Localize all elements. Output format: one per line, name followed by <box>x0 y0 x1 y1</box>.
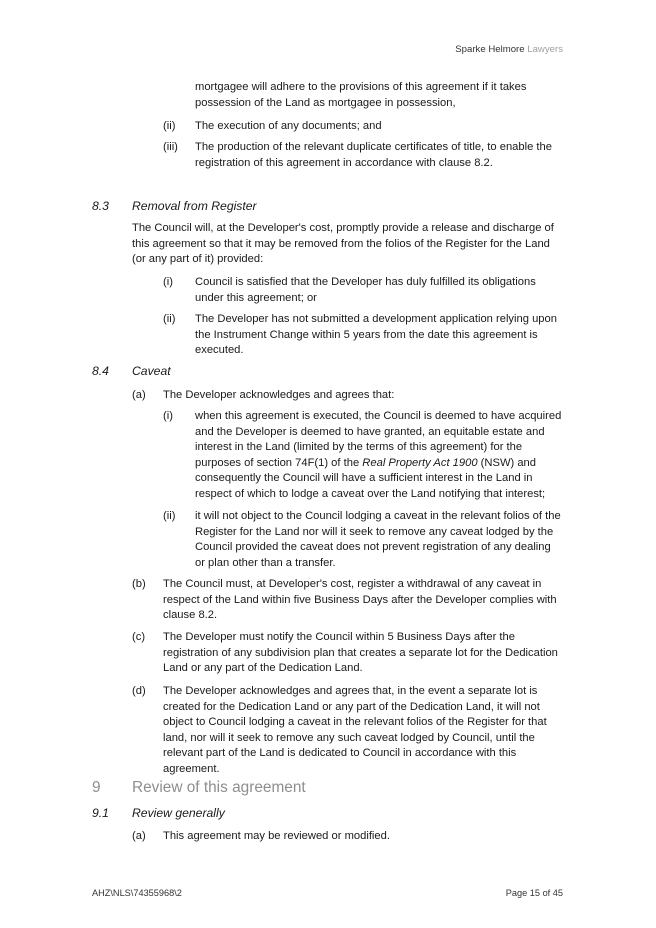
continued-paragraph: mortgagee will adhere to the provisions of this agreement if it takes possession of the Land as mortgagee in possession, <box>195 81 527 109</box>
chapter-heading: Review of this agreement <box>132 779 306 796</box>
item-number: (c) <box>132 631 146 643</box>
list-item-text: Council is satisfied that the Developer has duly fulfilled its obligations under this agreement; or <box>195 276 536 304</box>
section-heading: Review generally <box>132 806 225 820</box>
document-reference: AHZ\NLS\74355968\2 <box>92 888 182 898</box>
list-item-text: The Council must, at Developer's cost, register a withdrawal of any caveat in respect of the Land within five Business Days after the Developer complies with clause 8.2. <box>163 578 557 622</box>
item-number: (ii) <box>163 510 176 522</box>
act-name: Real Property Act 1900 <box>362 456 478 469</box>
section-heading: Removal from Register <box>132 199 257 213</box>
list-item-text: it will not object to the Council lodging a caveat in the relevant folios of the Register for the Land nor will it seek to remove any caveat lodged by the Council provided the caveat does not prevent registration of any dealing or plan other than a transfer. <box>195 510 561 569</box>
page-number: Page 15 of 45 <box>505 888 563 898</box>
item-number: (b) <box>132 578 146 590</box>
list-item-text: The execution of any documents; and <box>195 120 382 132</box>
list-item-text: This agreement may be reviewed or modified. <box>163 830 390 842</box>
list-item-text: The production of the relevant duplicate certificates of title, to enable the registration of this agreement in accordance with clause 8.2. <box>195 141 552 169</box>
section-paragraph: The Council will, at the Developer's cost, promptly provide a release and discharge of this agreement so that it may be removed from the folios of the Register for the Land (or any part of it) provided: <box>132 222 554 266</box>
item-number: (i) <box>163 410 173 422</box>
item-number: (ii) <box>163 120 176 132</box>
item-number: (i) <box>163 276 173 288</box>
firm-suffix: Lawyers <box>527 44 563 55</box>
item-number: (a) <box>132 830 146 842</box>
list-item-text: The Developer acknowledges and agrees that, in the event a separate lot is created for the Dedication Land or any part of the Dedication Land, it will not object to Council lodging a caveat in the relevant folios of the Register for that land, nor will it seek to remove any such caveat lodged by Council, until the relevant part of the Land is dedicated to Council in accordance with this agreement. <box>163 685 547 775</box>
item-number: (ii) <box>163 313 176 325</box>
item-number: (iii) <box>163 141 178 153</box>
list-item-text: The Developer has not submitted a development application relying upon the Instrument Change within 5 years from the date this agreement is executed. <box>195 313 557 357</box>
section-number: 9.1 <box>92 806 109 820</box>
page-header <box>455 42 563 58</box>
firm-name: Sparke Helmore <box>455 44 525 55</box>
section-number: 8.3 <box>92 199 109 213</box>
section-number: 8.4 <box>92 364 109 378</box>
item-text: (NSW) and consequently the Council will have a sufficient interest in the Land in respect of which to lodge a caveat over the Land notifying that interest; <box>195 456 546 500</box>
item-number: (d) <box>132 685 146 697</box>
list-item-text: The Developer acknowledges and agrees that: <box>163 389 395 401</box>
chapter-number: 9 <box>92 779 101 796</box>
item-number: (a) <box>132 389 146 401</box>
item-text: when this agreement is executed, the Council is deemed to have acquired and the Developer is deemed to have granted, an equitable estate and interest in the Land (limited by the terms of this agreement) for the purposes of section 74F(1) of the <box>195 410 562 469</box>
list-item-text: The Developer must notify the Council within 5 Business Days after the registration of any subdivision plan that creates a separate lot for the Dedication Land or any part of the Dedication Land. <box>163 631 558 675</box>
list-item-text <box>195 409 563 503</box>
section-heading: Caveat <box>132 364 171 378</box>
